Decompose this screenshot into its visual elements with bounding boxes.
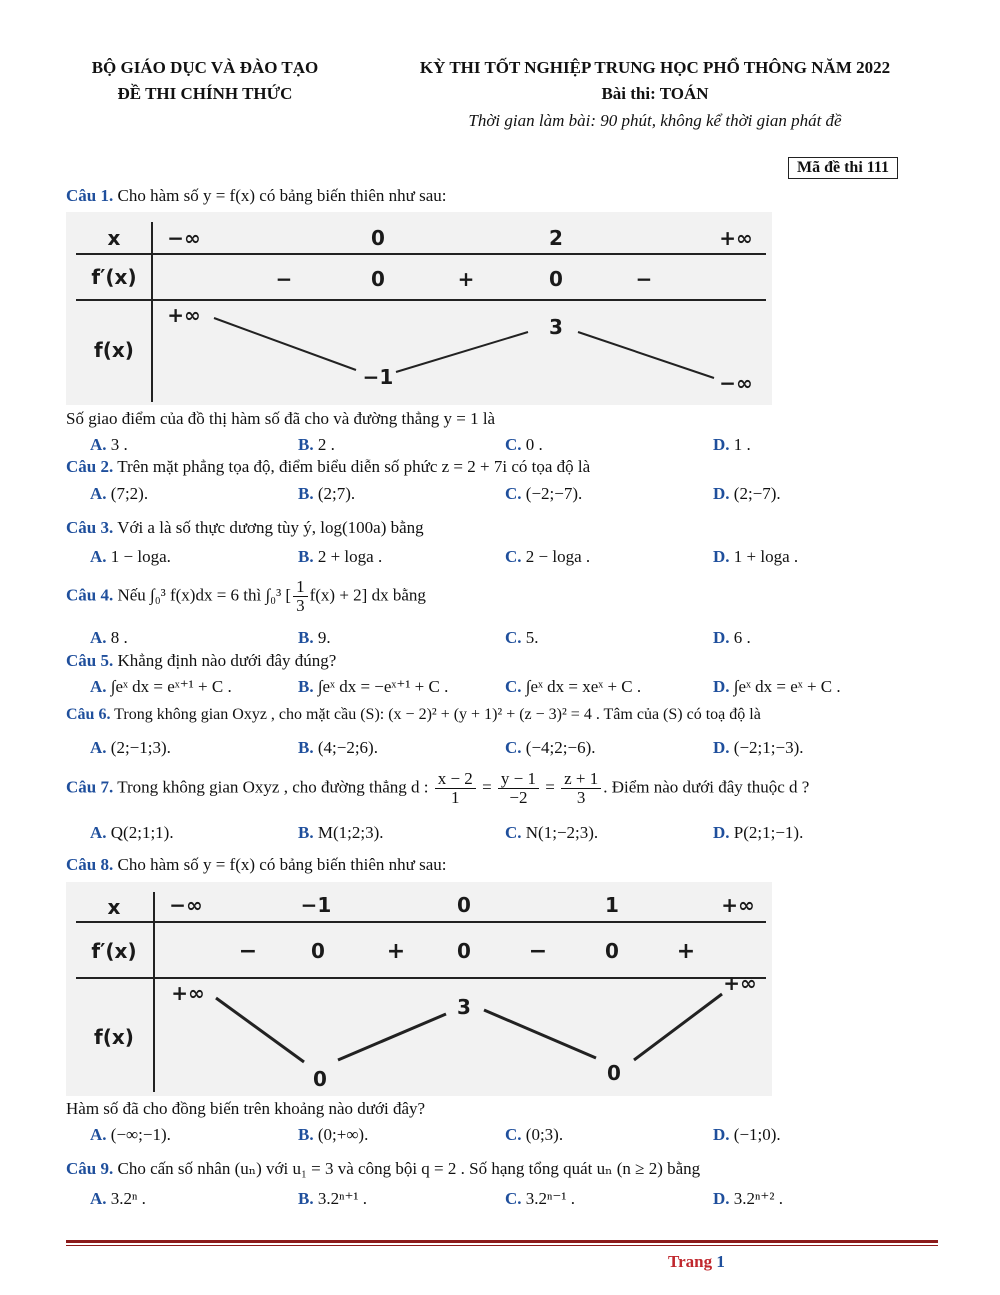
subject-label: Bài thi: TOÁN xyxy=(601,84,709,103)
option-d[interactable]: D. 3.2ⁿ⁺² . xyxy=(713,1189,783,1208)
row-header-f: f(x) xyxy=(94,1025,134,1049)
question-4: Câu 4. Nếu ∫₀³ f(x)dx = 6 thì ∫₀³ [ $\frac{1}{3}$ f(x) + 2] dx bằng xyxy=(66,577,426,615)
option-c[interactable]: C. 3.2ⁿ⁻¹ . xyxy=(505,1189,575,1208)
variation-table-1 xyxy=(66,212,772,405)
row-header-x: x xyxy=(107,895,121,919)
exam-title: KỲ THI TỐT NGHIỆP TRUNG HỌC PHỔ THÔNG NĂM 2022 xyxy=(419,58,891,77)
f-value: 3 xyxy=(549,315,563,339)
option-d[interactable]: D. 6 . xyxy=(713,628,751,647)
f-value: 0 xyxy=(607,1061,621,1085)
f-value: +∞ xyxy=(167,303,201,327)
option-c[interactable]: C. (0;3). xyxy=(505,1125,564,1144)
option-b[interactable]: B. 9. xyxy=(298,628,331,647)
option-b[interactable]: B. (2;7). xyxy=(298,484,356,503)
sign: 0 xyxy=(311,939,325,963)
footer-divider xyxy=(66,1240,938,1243)
question-label: Câu 1. xyxy=(66,186,114,205)
option-c[interactable]: C. 5. xyxy=(505,628,539,647)
option-c[interactable]: C. 0 . xyxy=(505,435,543,454)
x-value: +∞ xyxy=(721,893,755,917)
option-a[interactable]: A. (−∞;−1). xyxy=(90,1125,171,1144)
sign: − xyxy=(528,939,548,964)
sign: 0 xyxy=(605,939,619,963)
x-value: 0 xyxy=(457,893,471,917)
question-9: Câu 9. Cho cấn số nhân (uₙ) với u₁ = 3 và công bội q = 2 . Số hạng tổng quát uₙ (n ≥ 2) bằng xyxy=(66,1159,701,1178)
question-8-follow: Hàm số đã cho đồng biến trên khoảng nào dưới đây? xyxy=(66,1099,426,1118)
x-value: −1 xyxy=(300,893,332,917)
f-value: +∞ xyxy=(723,971,757,995)
question-6: Câu 6. Trong không gian Oxyz , cho mặt cầu (S): (x − 2)² + (y + 1)² + (z − 3)² = 4 . Tâm của (S) có toạ độ là xyxy=(66,706,761,723)
option-b[interactable]: B. M(1;2;3). xyxy=(298,823,384,842)
row-header-f: f(x) xyxy=(94,338,134,362)
variation-table-2 xyxy=(66,882,772,1096)
question-2: Câu 2. Trên mặt phẳng tọa độ, điểm biểu diễn số phức z = 2 + 7i có tọa độ là xyxy=(66,457,591,476)
option-d[interactable]: D. 1 . xyxy=(713,435,751,454)
option-b[interactable]: B. (0;+∞). xyxy=(298,1125,369,1144)
option-c[interactable]: C. 2 − loga . xyxy=(505,547,591,566)
option-a[interactable]: A. 3.2ⁿ . xyxy=(90,1189,146,1208)
f-value: 3 xyxy=(457,995,471,1019)
x-value: −∞ xyxy=(169,893,203,917)
option-b[interactable]: B. 2 . xyxy=(298,435,335,454)
fraction: $\frac{1}{3}$ xyxy=(293,578,308,615)
variation-table-1-svg xyxy=(66,212,772,405)
option-c[interactable]: C. N(1;−2;3). xyxy=(505,823,599,842)
option-a[interactable]: A. (7;2). xyxy=(90,484,149,503)
option-a[interactable]: A. ∫eˣ dx = eˣ⁺¹ + C . xyxy=(90,677,232,696)
sign: 0 xyxy=(371,267,385,291)
row-header-fp: f′(x) xyxy=(91,939,137,963)
sign: + xyxy=(386,939,406,964)
variation-table-2-svg xyxy=(66,882,772,1096)
option-a[interactable]: A. 8 . xyxy=(90,628,128,647)
x-value: 1 xyxy=(605,893,619,917)
option-a[interactable]: A. 1 − loga. xyxy=(90,547,171,566)
option-b[interactable]: B. ∫eˣ dx = −eˣ⁺¹ + C . xyxy=(298,677,449,696)
question-1 xyxy=(66,186,446,206)
option-b[interactable]: B. 2 + loga . xyxy=(298,547,383,566)
x-value: 2 xyxy=(549,226,563,250)
option-d[interactable]: D. (−1;0). xyxy=(713,1125,781,1144)
exam-code: Mã đề thi 111 xyxy=(788,157,898,179)
option-d[interactable]: D. (2;−7). xyxy=(713,484,781,503)
sign: 0 xyxy=(549,267,563,291)
row-header-fp: f′(x) xyxy=(91,265,137,289)
option-d[interactable]: D. P(2;1;−1). xyxy=(713,823,804,842)
sign: − xyxy=(238,939,258,964)
x-value: +∞ xyxy=(719,226,753,250)
question-5: Câu 5. Khẳng định nào dưới đây đúng? xyxy=(66,651,337,670)
option-d[interactable]: D. 1 + loga . xyxy=(713,547,799,566)
official-label: ĐỀ THI CHÍNH THỨC xyxy=(117,84,293,103)
option-a[interactable]: A. (2;−1;3). xyxy=(90,738,171,757)
x-value: −∞ xyxy=(167,226,201,250)
f-value: −∞ xyxy=(719,371,753,395)
option-b[interactable]: B. 3.2ⁿ⁺¹ . xyxy=(298,1189,368,1208)
question-8: Câu 8. Cho hàm số y = f(x) có bảng biến thiên như sau: xyxy=(66,855,447,874)
option-a[interactable]: A. Q(2;1;1). xyxy=(90,823,174,842)
exam-time: Thời gian làm bài: 90 phút, không kể thời gian phát đề xyxy=(468,111,842,130)
x-value: 0 xyxy=(371,226,385,250)
sign: − xyxy=(635,267,653,291)
ministry-name: BỘ GIÁO DỤC VÀ ĐÀO TẠO xyxy=(91,58,319,77)
row-header-x: x xyxy=(107,226,121,250)
option-c[interactable]: C. (−4;2;−6). xyxy=(505,738,596,757)
sign: + xyxy=(457,267,475,291)
option-b[interactable]: B. (4;−2;6). xyxy=(298,738,378,757)
f-value: −1 xyxy=(362,365,394,389)
f-value: +∞ xyxy=(171,981,205,1005)
question-text: Cho hàm số y = f(x) có bảng biến thiên như sau: xyxy=(117,186,447,205)
question-7: Câu 7. Trong không gian Oxyz , cho đường thẳng d : $\frac{x - 2}{1}$ = $\frac{y - 1}{-2}$ = $\frac{z + 1}{3}$ . Điểm nào dưới đây thuộc d ? xyxy=(66,769,810,807)
option-c[interactable]: C. (−2;−7). xyxy=(505,484,583,503)
option-a[interactable]: A. 3 . xyxy=(90,435,128,454)
page-number: Trang 1 xyxy=(668,1252,725,1271)
option-d[interactable]: D. ∫eˣ dx = eˣ + C . xyxy=(713,677,841,696)
option-c[interactable]: C. ∫eˣ dx = xeˣ + C . xyxy=(505,677,642,696)
question-3: Câu 3. Với a là số thực dương tùy ý, log(100a) bằng xyxy=(66,518,424,537)
option-d[interactable]: D. (−2;1;−3). xyxy=(713,738,804,757)
question-1-follow: Số giao điểm của đồ thị hàm số đã cho và đường thẳng y = 1 là xyxy=(66,409,496,428)
sign: + xyxy=(676,939,696,964)
footer-divider-thin xyxy=(66,1245,938,1246)
sign: 0 xyxy=(457,939,471,963)
f-value: 0 xyxy=(313,1067,327,1091)
sign: − xyxy=(275,267,293,291)
